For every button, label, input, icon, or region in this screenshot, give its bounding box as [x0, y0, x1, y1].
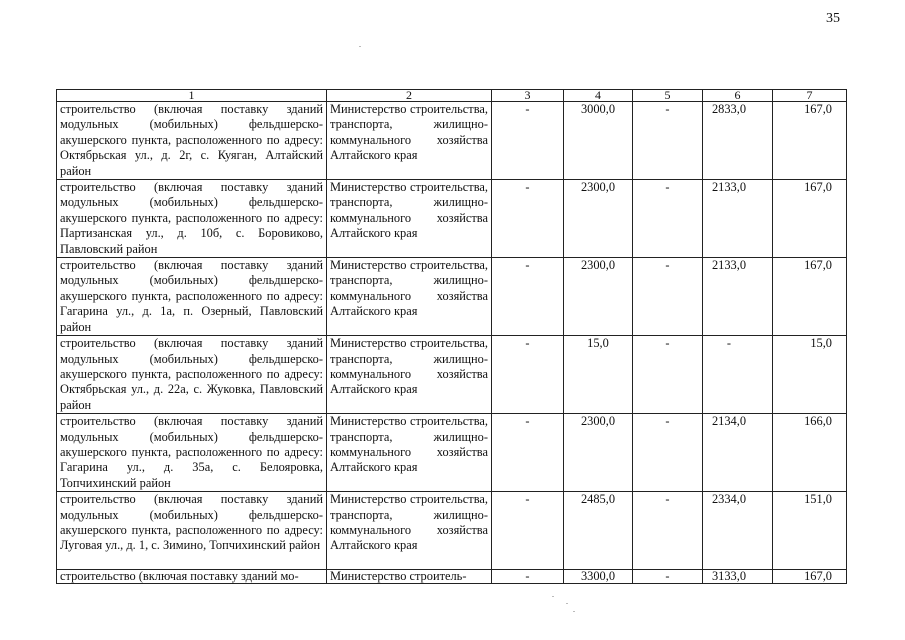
row-col6: 3133,0: [703, 570, 773, 584]
row-col6: 2833,0: [703, 102, 773, 180]
row-col4: 3000,0: [564, 102, 633, 180]
scan-speck: [552, 596, 554, 597]
row-organization: Министерство строительства, транспорта, жилищно-коммунального хозяйства Алтайского края: [327, 258, 492, 336]
row-description: строительство (включая поставку зданий модульных (мобильных) фельдшерско-акушерского пункта, расположенного по адресу: Октябрьская ул., д. 2г, с. Куяган, Алтайский район: [57, 102, 327, 180]
row-col7: 167,0: [773, 102, 847, 180]
row-col4: 2300,0: [564, 258, 633, 336]
table-row: [57, 258, 847, 336]
row-organization: Министерство строительства, транспорта, жилищно-коммунального хозяйства Алтайского края: [327, 414, 492, 492]
row-col7: 167,0: [773, 570, 847, 584]
row-col3: -: [492, 414, 564, 492]
row-description: строительство (включая поставку зданий модульных (мобильных) фельдшерско-акушерского пункта, расположенного по адресу: Октябрьская ул., д. 22а, с. Жуковка, Павловский район: [57, 336, 327, 414]
table-row: [57, 336, 847, 414]
column-header-6: 6: [703, 90, 773, 102]
page-number: 35: [826, 11, 840, 26]
scan-speck: [359, 46, 361, 47]
row-col3: -: [492, 336, 564, 414]
table-row: [57, 180, 847, 258]
row-col6: 2133,0: [703, 180, 773, 258]
row-col3: -: [492, 258, 564, 336]
row-organization: Министерство строительства, транспорта, жилищно-коммунального хозяйства Алтайского края: [327, 102, 492, 180]
table-row: [57, 492, 847, 570]
row-organization: Министерство строительства, транспорта, жилищно-коммунального хозяйства Алтайского края: [327, 180, 492, 258]
row-col5: -: [633, 102, 703, 180]
scan-speck: [566, 603, 568, 604]
row-col4: 2300,0: [564, 414, 633, 492]
row-col5: -: [633, 492, 703, 570]
row-organization: Министерство строитель-: [327, 570, 492, 584]
column-header-7: 7: [773, 90, 847, 102]
column-header-2: 2: [327, 90, 492, 102]
row-description: строительство (включая поставку зданий модульных (мобильных) фельдшерско-акушерского пункта, расположенного по адресу: Гагарина ул., д. 1а, п. Озерный, Павловский район: [57, 258, 327, 336]
row-col7: 167,0: [773, 180, 847, 258]
row-col3: -: [492, 102, 564, 180]
row-organization: Министерство строительства, транспорта, жилищно-коммунального хозяйства Алтайского края: [327, 492, 492, 570]
row-col4: 3300,0: [564, 570, 633, 584]
row-organization: Министерство строительства, транспорта, жилищно-коммунального хозяйства Алтайского края: [327, 336, 492, 414]
column-header-4: 4: [564, 90, 633, 102]
row-col5: -: [633, 570, 703, 584]
row-description: строительство (включая поставку зданий модульных (мобильных) фельдшерско-акушерского пункта, расположенного по адресу: Гагарина ул., д. 35а, с. Белояровка, Топчихинский район: [57, 414, 327, 492]
scan-speck: [573, 611, 575, 612]
row-col5: -: [633, 414, 703, 492]
table-row: [57, 414, 847, 492]
funding-table: [56, 89, 847, 584]
row-col4: 2485,0: [564, 492, 633, 570]
row-description: строительство (включая поставку зданий модульных (мобильных) фельдшерско-акушерского пункта, расположенного по адресу: Луговая ул., д. 1, с. Зимино, Топчихинский район: [57, 492, 327, 570]
row-col4: 2300,0: [564, 180, 633, 258]
row-description: строительство (включая поставку зданий мо-: [57, 570, 327, 584]
row-col3: -: [492, 570, 564, 584]
table-header-row: [57, 90, 847, 102]
row-col6: 2134,0: [703, 414, 773, 492]
column-header-3: 3: [492, 90, 564, 102]
row-col4: 15,0: [564, 336, 633, 414]
column-header-1: 1: [57, 90, 327, 102]
row-col7: 167,0: [773, 258, 847, 336]
row-col5: -: [633, 258, 703, 336]
row-col7: 166,0: [773, 414, 847, 492]
row-col6: 2334,0: [703, 492, 773, 570]
row-col7: 15,0: [773, 336, 847, 414]
row-col3: -: [492, 180, 564, 258]
table-row: [57, 570, 847, 584]
row-col5: -: [633, 180, 703, 258]
row-col6: -: [703, 336, 773, 414]
row-col5: -: [633, 336, 703, 414]
column-header-5: 5: [633, 90, 703, 102]
row-description: строительство (включая поставку зданий модульных (мобильных) фельдшерско-акушерского пункта, расположенного по адресу: Партизанская ул., д. 10б, с. Боровиково, Павловский район: [57, 180, 327, 258]
row-col3: -: [492, 492, 564, 570]
row-col6: 2133,0: [703, 258, 773, 336]
table-row: [57, 102, 847, 180]
row-col7: 151,0: [773, 492, 847, 570]
